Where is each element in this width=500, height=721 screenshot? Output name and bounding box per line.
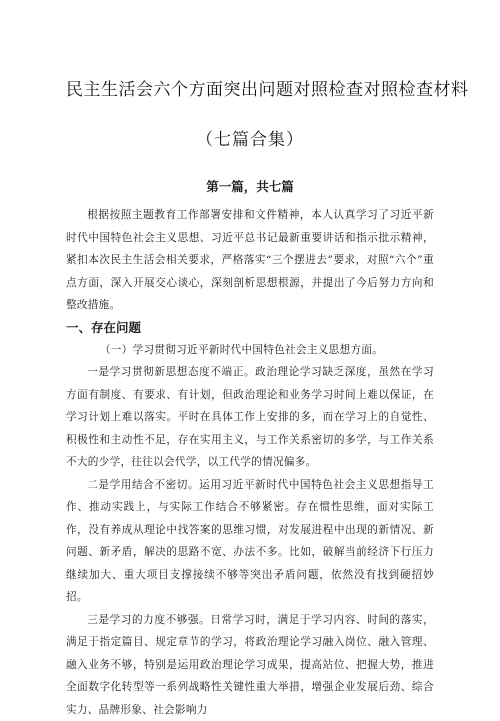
- document-subtitle: （七篇合集）: [66, 128, 434, 152]
- document-title: 民主生活会六个方面突出问题对照检查对照检查材料: [66, 78, 434, 102]
- body-paragraph-2: 二是学用结合不密切。运用习近平新时代中国特色社会主义思想指导工作、推动实践上，与实际工作结合不够紧密。存在惯性思维，面对实际工作，没有养成从理论中找答案的思维习惯，对发展进程中出现的新情况、新问题、新矛盾，解决的思路不宽、办法不多。比如，破解当前经济下行压力继续加大、重大项目支撑接续不够等突出矛盾问题，依然没有找到硬招妙招。: [66, 474, 434, 609]
- intro-paragraph: 根据按照主题教育工作部署安排和文件精神，本人认真学习了习近平新时代中国特色社会主义思想、习近平总书记最新重要讲话和指示批示精神，紧扣本次民主生活会相关要求，严格落实“三个摆进去”要求，对照“六个”重点方面，深入开展交心谈心，深刻剖析思想根源，并提出了今后努力方向和整改措施。: [66, 204, 434, 317]
- sub-heading: （一）学习贯彻习近平新时代中国特色社会主义思想方面。: [66, 339, 434, 362]
- body-paragraph-3: 三是学习的力度不够强。日常学习时，满足于学习内容、时间的落实，满足于指定篇目、规定章节的学习，将政治理论学习融入岗位、融入管理、融入业务不够，特别是运用政治理论学习成果，提高站位、把握大势，推进全面数字化转型等一系列战略性关键性重大举措，增强企业发展后劲、综合实力、品牌形象、社会影响力: [66, 609, 434, 721]
- body-paragraph-1: 一是学习贯彻新思想态度不端正。政治理论学习缺乏深度，虽然在学习方面有制度、有要求、有计划，但政治理论和业务学习时间上难以保证，在学习计划上难以落实。平时在具体工作上安排的多，而在学习上的自觉性、积极性和主动性不足，存在实用主义，与工作关系密切的多学，与工作关系不大的少学，往往以会代学，以工代学的情况偏多。: [66, 361, 434, 474]
- section-heading: 一、存在问题: [66, 317, 434, 339]
- chapter-heading: 第一篇，共七篇: [66, 178, 434, 196]
